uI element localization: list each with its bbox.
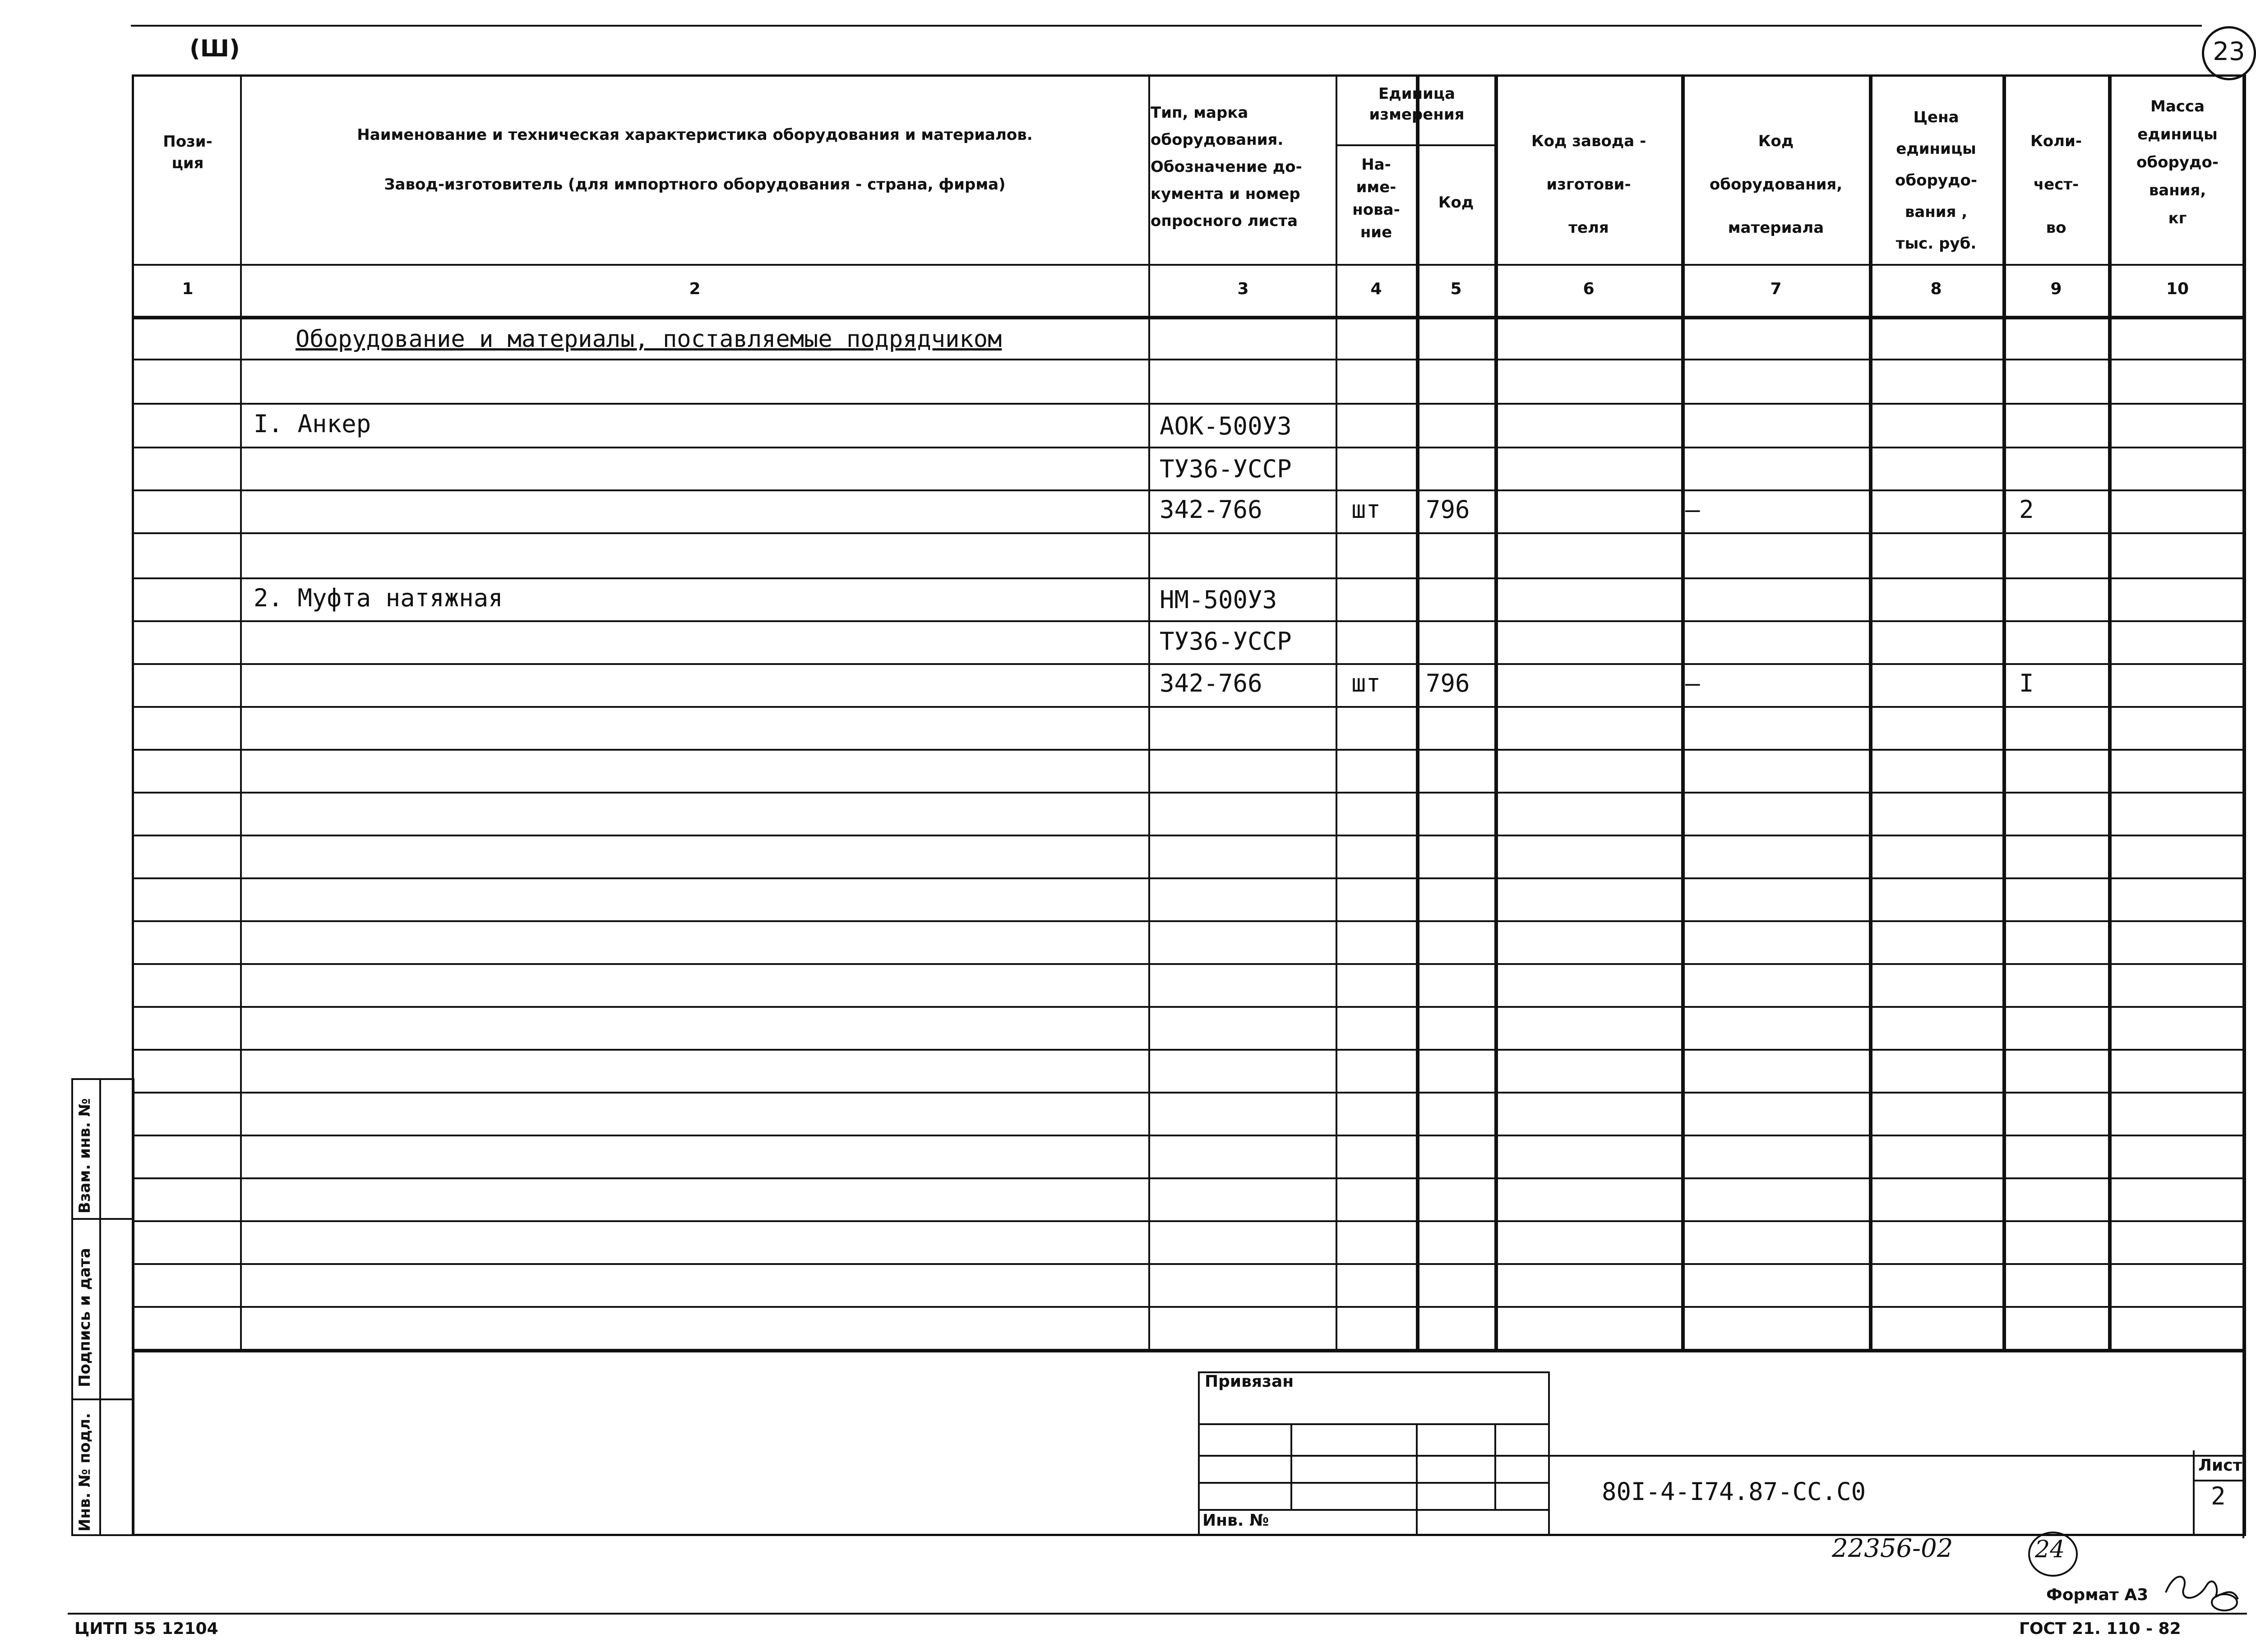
colnum-bottom-line bbox=[132, 316, 2246, 319]
document-code: 80I-4-I74.87-СС.С0 bbox=[1602, 1477, 1866, 1506]
gost-label: ГОСТ 21. 110 - 82 bbox=[2019, 1620, 2181, 1638]
left-code: ЦИТП 55 12104 bbox=[74, 1620, 218, 1638]
row-line bbox=[132, 489, 2246, 491]
sheet-circle-number: 23 bbox=[2213, 37, 2245, 66]
col-line-5 bbox=[1494, 74, 1498, 1351]
row-line bbox=[132, 706, 2246, 708]
colnum-6: 6 bbox=[1583, 280, 1595, 298]
header-col9: Коли- чест- во bbox=[2030, 132, 2082, 237]
row-line bbox=[132, 1220, 2246, 1222]
row-name: 2. Муфта натяжная bbox=[254, 584, 503, 612]
colnum-9: 9 bbox=[2050, 280, 2062, 298]
row-type: НМ-500У3 bbox=[1160, 586, 1277, 614]
sheet-cell-line bbox=[2193, 1480, 2245, 1481]
col-line-4 bbox=[1416, 74, 1419, 1351]
col-line-6 bbox=[1681, 74, 1685, 1351]
header-col2-line1: Наименование и техническая характеристика оборудования и материалов. bbox=[357, 126, 1033, 144]
colnum-1: 1 bbox=[182, 280, 194, 298]
row-equip-code: – bbox=[1685, 669, 1700, 697]
side-stamp-divider bbox=[71, 1218, 134, 1220]
sheet-cell-line bbox=[2193, 1450, 2195, 1536]
privyazan-line bbox=[1198, 1455, 1550, 1457]
privyazan-line bbox=[1198, 1482, 1550, 1484]
side-label-podpis-data: Подпись и дата bbox=[76, 1248, 94, 1387]
row-unit: шт bbox=[1351, 669, 1381, 697]
format-label: Формат А3 bbox=[2046, 1586, 2149, 1604]
units-subheader-line bbox=[1336, 144, 1496, 146]
row-line bbox=[132, 920, 2246, 922]
row-line bbox=[132, 1135, 2246, 1136]
row-type: АОК-500У3 bbox=[1160, 412, 1292, 440]
row-line bbox=[132, 359, 2246, 360]
col-line-3 bbox=[1336, 74, 1337, 1351]
row-unit: шт bbox=[1351, 495, 1381, 524]
row-line bbox=[132, 663, 2246, 665]
title-right-line bbox=[1550, 1455, 2245, 1457]
header-col1: Пози- ция bbox=[163, 133, 213, 172]
colnum-4: 4 bbox=[1370, 280, 1382, 298]
inv-no-label: Инв. № bbox=[1202, 1511, 1269, 1530]
side-stamp-inner-line bbox=[99, 1078, 101, 1536]
header-bottom-line bbox=[132, 264, 2246, 266]
col-line-9 bbox=[2108, 74, 2112, 1351]
row-qty: I bbox=[2019, 669, 2034, 697]
colnum-2: 2 bbox=[689, 280, 701, 298]
col-line-8 bbox=[2002, 74, 2006, 1351]
header-col3: Тип, марка оборудования. Обозначение до- кумента и номер опросного листа bbox=[1151, 104, 1302, 230]
header-col8: Цена единицы оборудо- вания , тыс. руб. bbox=[1895, 108, 1977, 253]
row-line bbox=[132, 963, 2246, 965]
col-line-1 bbox=[240, 74, 242, 1351]
row-name: I. Анкер bbox=[254, 410, 371, 438]
row-code: 796 bbox=[1426, 669, 1470, 697]
row-name: Оборудование и материалы, поставляемые подрядчиком bbox=[296, 326, 1002, 353]
header-col6: Код завода - изготови- теля bbox=[1531, 132, 1646, 237]
row-line bbox=[132, 620, 2246, 622]
colnum-7: 7 bbox=[1770, 280, 1782, 298]
privyazan-line bbox=[1198, 1509, 1550, 1511]
header-col4: На- име- нова- ние bbox=[1352, 156, 1400, 241]
colnum-5: 5 bbox=[1450, 280, 1462, 298]
colnum-10: 10 bbox=[2166, 280, 2189, 298]
row-line bbox=[132, 749, 2246, 751]
col-line-7 bbox=[1869, 74, 1872, 1351]
row-line bbox=[132, 1006, 2246, 1008]
footer-line bbox=[68, 1613, 2247, 1615]
col-line-2 bbox=[1148, 74, 1150, 1351]
row-line bbox=[132, 532, 2246, 534]
colnum-8: 8 bbox=[1930, 280, 1942, 298]
table-body-bottom-line bbox=[132, 1349, 2246, 1352]
colnum-3: 3 bbox=[1237, 280, 1249, 298]
row-line bbox=[132, 1177, 2246, 1179]
header-col7: Код оборудования, материала bbox=[1709, 132, 1843, 237]
row-line bbox=[132, 1306, 2246, 1308]
row-line bbox=[132, 403, 2246, 405]
row-line bbox=[132, 577, 2246, 579]
header-col2-line2: Завод-изготовитель (для импортного оборудования - страна, фирма) bbox=[384, 175, 1006, 194]
privyazan-col bbox=[1416, 1423, 1418, 1536]
privyazan-label: Привязан bbox=[1205, 1372, 1294, 1391]
sheet-number: 2 bbox=[2211, 1482, 2226, 1510]
side-stamp-divider bbox=[71, 1398, 134, 1400]
row-type: 342-766 bbox=[1160, 495, 1262, 524]
row-line bbox=[132, 447, 2246, 448]
privyazan-col bbox=[1290, 1423, 1292, 1509]
row-type: ТУ36-УССР bbox=[1160, 455, 1292, 483]
row-qty: 2 bbox=[2019, 495, 2034, 524]
row-line bbox=[132, 835, 2246, 836]
row-line bbox=[132, 1263, 2246, 1265]
header-col10: Масса единицы оборудо- вания, кг bbox=[2136, 97, 2219, 227]
row-line bbox=[132, 1049, 2246, 1051]
privyazan-line bbox=[1198, 1423, 1550, 1425]
row-equip-code: – bbox=[1685, 495, 1700, 524]
privyazan-col bbox=[1494, 1423, 1496, 1509]
header-col5: Код bbox=[1438, 194, 1474, 212]
row-line bbox=[132, 792, 2246, 794]
signature-icon bbox=[2157, 1561, 2242, 1615]
row-code: 796 bbox=[1426, 495, 1470, 524]
header-units-group: Единица измерения bbox=[1369, 85, 1465, 124]
row-type: 342-766 bbox=[1160, 669, 1262, 697]
side-label-inv-podl: Инв. № подл. bbox=[76, 1412, 94, 1532]
row-line bbox=[132, 1092, 2246, 1094]
sheet-label: Лист bbox=[2198, 1456, 2242, 1475]
row-type: ТУ36-УССР bbox=[1160, 627, 1292, 655]
side-label-vzam-inv: Взам. инв. № bbox=[76, 1098, 94, 1214]
top-border-line bbox=[131, 25, 2202, 27]
row-line bbox=[132, 877, 2246, 879]
footer-circle-number: 24 bbox=[2035, 1536, 2065, 1563]
handwritten-number: 22356-02 bbox=[1832, 1534, 1953, 1563]
top-mark: (Ш) bbox=[190, 35, 240, 62]
